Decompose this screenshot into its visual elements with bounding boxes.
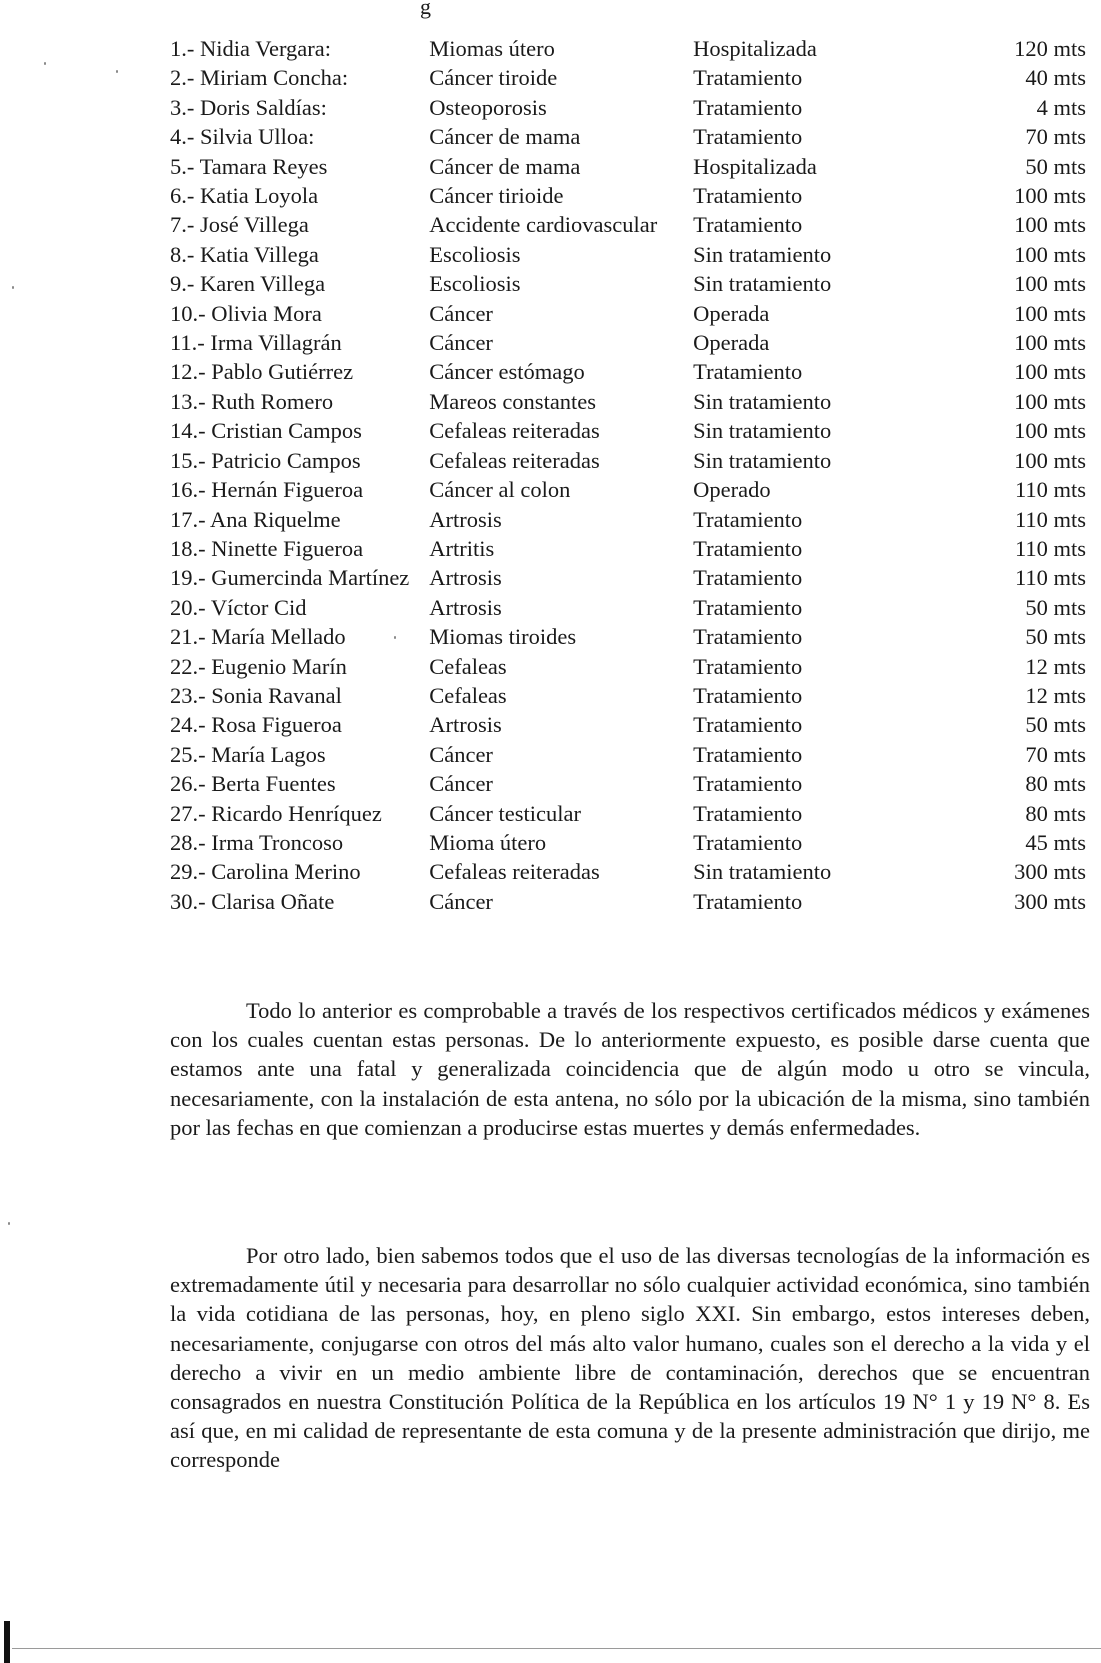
patient-diagnosis: Cefaleas <box>429 682 507 708</box>
patient-number: 25.- <box>170 741 206 767</box>
patient-number: 11.- <box>170 330 205 356</box>
patient-diagnosis: Cáncer <box>429 741 493 767</box>
patient-distance: 100 mts <box>1014 212 1086 238</box>
patient-row <box>170 387 1090 416</box>
patient-status: Operada <box>693 330 770 356</box>
patient-diagnosis: Cáncer <box>429 300 493 326</box>
patient-name-cell <box>170 505 429 534</box>
patient-status: Tratamiento <box>693 212 803 238</box>
patient-status: Hospitalizada <box>693 153 817 179</box>
patient-row <box>170 769 1090 798</box>
patient-name-cell <box>170 563 429 592</box>
patient-name-cell <box>170 181 429 210</box>
patient-status: Tratamiento <box>693 535 803 561</box>
patient-diagnosis: Cáncer al colon <box>429 477 571 503</box>
patient-distance: 100 mts <box>1014 271 1086 297</box>
patient-status: Tratamiento <box>693 888 803 914</box>
patient-name: Karen Villega <box>200 271 326 297</box>
patient-name-cell <box>170 122 429 151</box>
patient-name-cell <box>170 475 429 504</box>
patient-diagnosis: Cefaleas <box>429 653 507 679</box>
patient-distance: 110 mts <box>1014 477 1086 503</box>
patient-row <box>170 681 1090 710</box>
patient-distance: 100 mts <box>1014 183 1086 209</box>
patient-number: 13.- <box>170 388 206 414</box>
patient-distance: 100 mts <box>1014 330 1086 356</box>
patient-name: María Lagos <box>211 741 326 767</box>
patient-number: 24.- <box>170 712 206 738</box>
patient-distance: 100 mts <box>1014 359 1086 385</box>
patient-distance: 120 mts <box>1014 36 1086 61</box>
patient-number: 30.- <box>170 888 206 914</box>
patient-number: 26.- <box>170 771 206 797</box>
patient-name: Carolina Merino <box>211 859 361 885</box>
patient-row <box>170 828 1090 857</box>
patient-name-cell <box>170 799 429 828</box>
page-bottom-rule <box>12 1648 1101 1649</box>
patient-number: 2.- <box>170 65 195 91</box>
patient-distance: 50 mts <box>1025 153 1086 179</box>
patient-diagnosis: Cáncer tirioide <box>429 183 564 209</box>
patient-diagnosis: Cáncer estómago <box>429 359 585 385</box>
patient-name: Hernán Figueroa <box>211 477 364 503</box>
patient-name: Cristian Campos <box>211 418 362 444</box>
patient-name-cell <box>170 593 429 622</box>
patient-distance: 70 mts <box>1025 741 1086 767</box>
patient-distance: 100 mts <box>1014 447 1086 473</box>
patient-distance: 100 mts <box>1014 418 1086 444</box>
patient-name-cell <box>170 299 429 328</box>
patient-status: Tratamiento <box>693 565 803 591</box>
patient-number: 19.- <box>170 565 206 591</box>
patient-diagnosis: Mioma útero <box>429 829 547 855</box>
patient-distance: 50 mts <box>1025 712 1086 738</box>
patient-name-cell <box>170 681 429 710</box>
patient-row <box>170 210 1090 239</box>
patient-name: Katia Loyola <box>200 183 319 209</box>
patient-number: 28.- <box>170 829 206 855</box>
patient-number: 7.- <box>170 212 195 238</box>
patient-number: 20.- <box>170 594 206 620</box>
patient-name-cell <box>170 357 429 386</box>
patient-number: 9.- <box>170 271 195 297</box>
patient-row <box>170 34 1090 63</box>
patient-distance: 12 mts <box>1025 682 1086 708</box>
patient-distance: 80 mts <box>1025 771 1086 797</box>
patient-diagnosis: Artritis <box>429 535 495 561</box>
patient-name: Eugenio Marín <box>211 653 347 679</box>
patient-number: 14.- <box>170 418 206 444</box>
patient-distance: 100 mts <box>1014 300 1086 326</box>
patient-name-cell <box>170 652 429 681</box>
patient-name: Sonia Ravanal <box>211 682 342 708</box>
patient-name: Doris Saldías: <box>200 94 327 120</box>
patient-row <box>170 887 1090 916</box>
patient-status: Sin tratamiento <box>693 447 832 473</box>
patient-row <box>170 505 1090 534</box>
patient-diagnosis: Miomas tiroides <box>429 624 577 650</box>
patient-row <box>170 857 1090 886</box>
patient-name: Ana Riquelme <box>210 506 341 532</box>
patient-status: Tratamiento <box>693 741 803 767</box>
scan-speck <box>394 636 396 639</box>
patient-name-cell <box>170 710 429 739</box>
patient-name: Silvia Ulloa: <box>200 124 315 150</box>
patient-diagnosis: Cefaleas reiteradas <box>429 418 600 444</box>
patient-row <box>170 63 1090 92</box>
patient-name: Katia Villega <box>200 241 319 267</box>
patient-name: Víctor Cid <box>210 594 307 620</box>
patient-distance: 4 mts <box>1036 94 1086 120</box>
patient-name: José Villega <box>200 212 309 238</box>
patient-diagnosis: Cáncer <box>429 888 493 914</box>
patient-diagnosis: Cáncer testicular <box>429 800 582 826</box>
patient-distance: 300 mts <box>1014 859 1086 885</box>
patient-name-cell <box>170 416 429 445</box>
patient-number: 3.- <box>170 94 195 120</box>
paragraph-rights: Por otro lado, bien sabemos todos que el uso de las diversas tecnologías de la información es extremadamente útil y necesaria para desarrollar no sólo cualquier actividad económica, sino también la vida cotidiana de las personas, hoy, en pleno siglo XXI. Sin embargo, estos intereses deben, necesariamente, conjugarse con otros del más alto valor humano, cuales son el derecho a la vida y el derecho a vivir en un medio ambiente libre de contaminación, derechos que se encuentran consagrados en nuestra Constitución Política de la República en los artículos 19 N° 1 y 19 N° 8. Es así que, en mi calidad de representante de esta comuna y de la presente administración que dirijo, me corresponde <box>170 1243 1090 1473</box>
patient-name: María Mellado <box>211 624 346 650</box>
patient-number: 10.- <box>170 300 206 326</box>
patient-name-cell <box>170 740 429 769</box>
patient-row <box>170 475 1090 504</box>
patient-row <box>170 563 1090 592</box>
patient-row <box>170 799 1090 828</box>
patient-distance: 50 mts <box>1025 594 1086 620</box>
patient-name-cell <box>170 328 429 357</box>
patient-status: Sin tratamiento <box>693 418 832 444</box>
patient-status: Tratamiento <box>693 624 803 650</box>
patient-diagnosis: Cefaleas reiteradas <box>429 447 600 473</box>
patient-status: Tratamiento <box>693 800 803 826</box>
patient-distance: 110 mts <box>1014 535 1086 561</box>
patient-diagnosis: Cefaleas reiteradas <box>429 859 600 885</box>
patient-name: Clarisa Oñate <box>211 888 335 914</box>
patient-row <box>170 152 1090 181</box>
patient-name: Ricardo Henríquez <box>211 800 382 826</box>
patient-name: Olivia Mora <box>211 300 322 326</box>
patient-row <box>170 710 1090 739</box>
patient-row <box>170 240 1090 269</box>
patient-row <box>170 416 1090 445</box>
patient-status: Hospitalizada <box>693 36 817 61</box>
patient-row <box>170 622 1090 651</box>
patient-list <box>170 34 1090 916</box>
patient-name-cell <box>170 828 429 857</box>
patient-number: 12.- <box>170 359 206 385</box>
patient-status: Sin tratamiento <box>693 859 832 885</box>
patient-number: 29.- <box>170 859 206 885</box>
patient-diagnosis: Escoliosis <box>429 241 521 267</box>
patient-diagnosis: Escoliosis <box>429 271 521 297</box>
patient-number: 15.- <box>170 447 206 473</box>
patient-number: 6.- <box>170 183 195 209</box>
patient-name-cell <box>170 769 429 798</box>
patient-name: Ninette Figueroa <box>211 535 364 561</box>
patient-number: 16.- <box>170 477 206 503</box>
patient-distance: 100 mts <box>1014 241 1086 267</box>
patient-name: Nidia Vergara: <box>200 36 332 61</box>
patient-row <box>170 652 1090 681</box>
patient-distance: 100 mts <box>1014 388 1086 414</box>
patient-status: Tratamiento <box>693 712 803 738</box>
patient-status: Tratamiento <box>693 94 803 120</box>
patient-name-cell <box>170 387 429 416</box>
patient-diagnosis: Mareos constantes <box>429 388 597 414</box>
patient-number: 23.- <box>170 682 206 708</box>
patient-diagnosis: Artrosis <box>429 565 502 591</box>
patient-distance: 110 mts <box>1014 565 1086 591</box>
patient-distance: 12 mts <box>1025 653 1086 679</box>
patient-diagnosis: Cáncer de mama <box>429 153 581 179</box>
patient-name: Pablo Gutiérrez <box>211 359 354 385</box>
patient-name-cell <box>170 534 429 563</box>
patient-distance: 40 mts <box>1025 65 1086 91</box>
scan-speck <box>44 62 46 65</box>
patient-diagnosis: Cáncer de mama <box>429 124 581 150</box>
patient-name-cell <box>170 34 429 63</box>
patient-diagnosis: Artrosis <box>429 594 502 620</box>
patient-number: 5.- <box>170 153 195 179</box>
patient-name: Irma Villagrán <box>210 330 342 356</box>
patient-status: Sin tratamiento <box>693 388 832 414</box>
patient-diagnosis: Cáncer <box>429 330 493 356</box>
scan-speck <box>8 1222 10 1225</box>
patient-status: Operada <box>693 300 770 326</box>
patient-distance: 80 mts <box>1025 800 1086 826</box>
patient-name-cell <box>170 269 429 298</box>
patient-number: 17.- <box>170 506 206 532</box>
patient-name: Gumercinda Martínez <box>211 565 410 591</box>
scan-edge-mark <box>4 1621 10 1663</box>
patient-name-cell <box>170 446 429 475</box>
patient-diagnosis: Artrosis <box>429 506 502 532</box>
patient-name: Ruth Romero <box>211 388 334 414</box>
patient-status: Tratamiento <box>693 653 803 679</box>
patient-diagnosis: Miomas útero <box>429 36 555 61</box>
patient-name: Berta Fuentes <box>211 771 336 797</box>
patient-name-cell <box>170 622 429 651</box>
patient-status: Tratamiento <box>693 594 803 620</box>
patient-name: Irma Troncoso <box>211 829 344 855</box>
patient-diagnosis: Artrosis <box>429 712 502 738</box>
patient-row <box>170 122 1090 151</box>
patient-name-cell <box>170 152 429 181</box>
patient-name-cell <box>170 857 429 886</box>
patient-number: 22.- <box>170 653 206 679</box>
patient-diagnosis: Accidente cardiovascular <box>429 212 658 238</box>
patient-list-body <box>170 34 1090 916</box>
patient-number: 18.- <box>170 535 206 561</box>
patient-status: Tratamiento <box>693 682 803 708</box>
patient-diagnosis: Cáncer tiroide <box>429 65 558 91</box>
cut-off-heading-fragment: g <box>420 0 431 19</box>
patient-diagnosis: Cáncer <box>429 771 493 797</box>
patient-distance: 110 mts <box>1014 506 1086 532</box>
patient-row <box>170 299 1090 328</box>
patient-row <box>170 534 1090 563</box>
patient-number: 27.- <box>170 800 206 826</box>
patient-number: 8.- <box>170 241 195 267</box>
patient-distance: 70 mts <box>1025 124 1086 150</box>
patient-row <box>170 740 1090 769</box>
patient-name-cell <box>170 63 429 92</box>
patient-row <box>170 357 1090 386</box>
patient-name: Tamara Reyes <box>199 153 328 179</box>
patient-name-cell <box>170 210 429 239</box>
patient-row <box>170 181 1090 210</box>
patient-number: 4.- <box>170 124 195 150</box>
patient-status: Tratamiento <box>693 124 803 150</box>
scan-speck <box>116 70 118 73</box>
patient-name-cell <box>170 93 429 122</box>
patient-row <box>170 446 1090 475</box>
patient-name: Miriam Concha: <box>200 65 349 91</box>
patient-distance: 50 mts <box>1025 624 1086 650</box>
patient-name: Rosa Figueroa <box>211 712 342 738</box>
patient-status: Tratamiento <box>693 829 803 855</box>
patient-status: Tratamiento <box>693 506 803 532</box>
patient-status: Tratamiento <box>693 771 803 797</box>
patient-distance: 300 mts <box>1014 888 1086 914</box>
patient-name: Patricio Campos <box>211 447 361 473</box>
patient-row <box>170 93 1090 122</box>
patient-status: Tratamiento <box>693 359 803 385</box>
patient-row <box>170 328 1090 357</box>
patient-status: Tratamiento <box>693 183 803 209</box>
patient-status: Operado <box>693 477 771 503</box>
patient-status: Tratamiento <box>693 65 803 91</box>
paragraph-evidence: Todo lo anterior es comprobable a través de los respectivos certificados médicos y exámenes con los cuales cuentan estas personas. De lo anteriormente expuesto, es posible darse cuenta que estamos ante una fatal y generalizada coincidencia que de algún modo u otro se vincula, necesariamente, con la instalación de esta antena, no sólo por la ubicación de la misma, sino también por las fechas en que comienzan a producirse estas muertes y demás enfermedades. <box>170 998 1090 1140</box>
patient-number: 21.- <box>170 624 206 650</box>
patient-status: Sin tratamiento <box>693 271 832 297</box>
patient-row <box>170 269 1090 298</box>
patient-number: 1.- <box>170 36 195 61</box>
patient-name-cell <box>170 240 429 269</box>
patient-diagnosis: Osteoporosis <box>429 94 547 120</box>
patient-name-cell <box>170 887 429 916</box>
patient-distance: 45 mts <box>1025 829 1086 855</box>
scan-speck <box>12 286 14 289</box>
patient-row <box>170 593 1090 622</box>
patient-status: Sin tratamiento <box>693 241 832 267</box>
